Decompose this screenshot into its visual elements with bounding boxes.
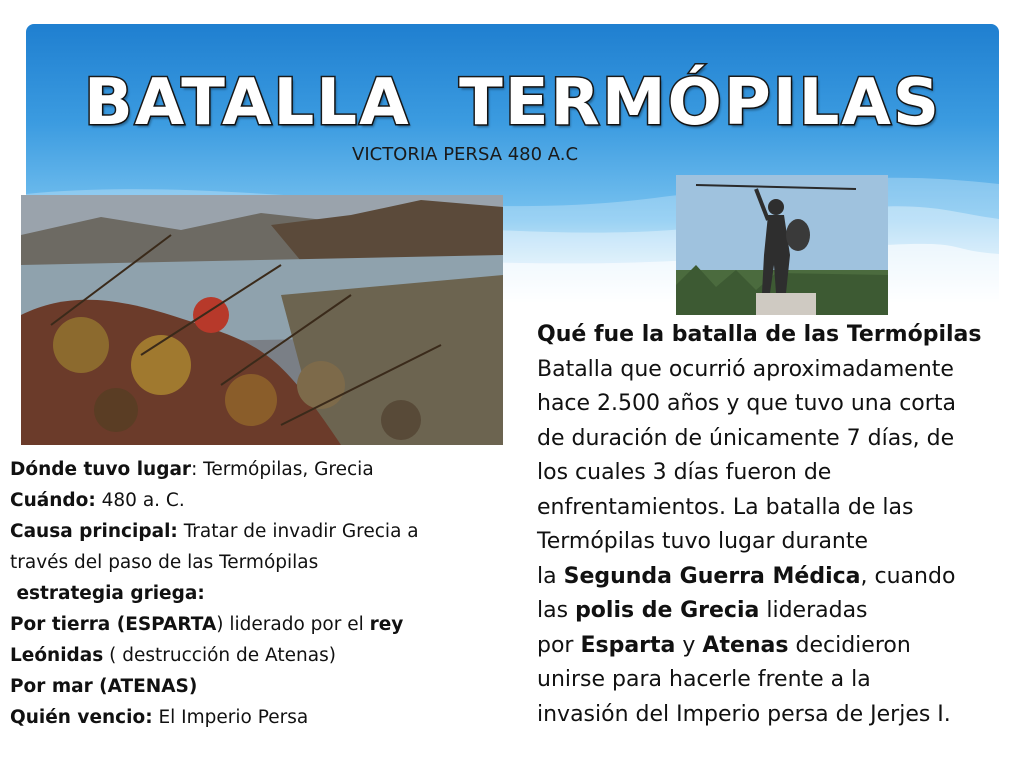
description-line: la Segunda Guerra Médica, cuando [537, 563, 956, 589]
battle-description [537, 318, 1007, 732]
description-line: los cuales 3 días fueron de [537, 460, 832, 485]
slide-subtitle: VICTORIA PERSA 480 A.C [352, 144, 579, 165]
fact-cause-cont: través del paso de las Termópilas [10, 552, 319, 573]
fact-strategy-heading: estrategia griega: [10, 583, 205, 604]
description-line: Termópilas tuvo lugar durante [537, 529, 869, 554]
fact-winner: Quién vencio: El Imperio Persa [10, 707, 309, 728]
description-line: invasión del Imperio persa de Jerjes I. [537, 701, 951, 727]
leonidas-statue-photo [676, 175, 888, 315]
fact-by-land: Por tierra (ESPARTA) liderado por el rey [10, 614, 404, 635]
fact-by-sea: Por mar (ATENAS) [10, 676, 198, 697]
fact-cause: Causa principal: Tratar de invadir Grecia a [10, 521, 419, 542]
description-line: unirse para hacerle frente a la [537, 667, 871, 692]
description-line: de duración de únicamente 7 días, de [537, 425, 955, 451]
fact-date: Cuándo: 480 a. C. [10, 490, 185, 511]
battle-painting [21, 195, 503, 445]
description-question: Qué fue la batalla de las Termópilas [537, 322, 982, 347]
description-line: enfrentamientos. La batalla de las [537, 494, 914, 520]
description-line: Batalla que ocurrió aproximadamente [537, 356, 954, 382]
description-line: hace 2.500 años y que tuvo una corta [537, 391, 956, 416]
description-line: por Esparta y Atenas decidieron [537, 632, 911, 658]
description-line: las polis de Grecia lideradas [537, 598, 868, 623]
slide-title: BATALLA TERMÓPILAS [83, 66, 942, 140]
battle-facts [10, 454, 480, 733]
fact-leonidas: Leónidas ( destrucción de Atenas) [10, 645, 336, 666]
fact-location: Dónde tuvo lugar: Termópilas, Grecia [10, 459, 374, 480]
